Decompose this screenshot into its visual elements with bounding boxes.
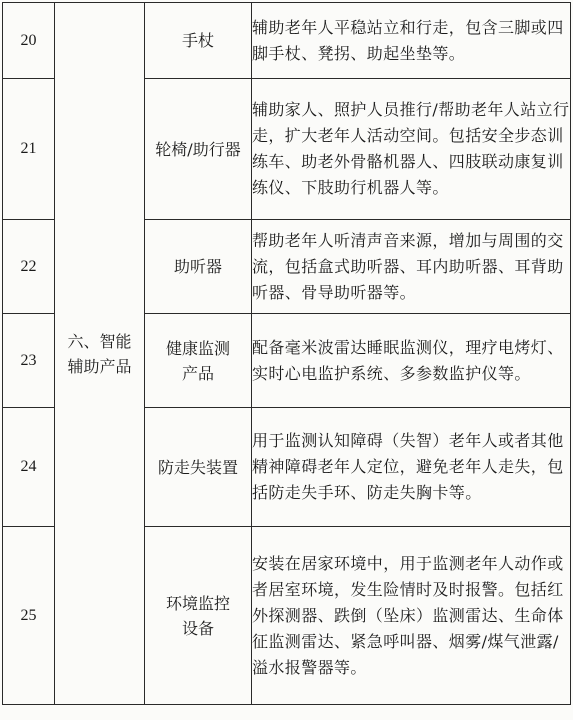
product-description: 配备毫米波雷达睡眠监测仪，理疗电烤灯、实时心电监护系统、多参数监护仪等。 <box>252 314 571 408</box>
product-name-line: 设备 <box>181 618 214 638</box>
category-line: 六、智能 <box>67 331 132 351</box>
product-name-line: 环境监控 <box>165 593 230 613</box>
product-table <box>2 2 571 705</box>
table-row <box>3 3 571 79</box>
category-line: 辅助产品 <box>67 356 132 376</box>
product-name-line: 助听器 <box>173 257 222 276</box>
row-number: 23 <box>3 314 55 408</box>
row-number: 22 <box>3 220 55 314</box>
product-name-line: 防走失装置 <box>157 457 238 477</box>
row-number: 24 <box>3 408 55 527</box>
product-name <box>145 527 252 705</box>
row-number: 21 <box>3 79 55 220</box>
product-description: 辅助老年人平稳站立和行走，包含三脚或四脚手杖、凳拐、助起坐垫等。 <box>252 3 571 79</box>
category-cell <box>55 3 145 705</box>
row-number: 20 <box>3 3 55 79</box>
product-name-line: 产品 <box>181 363 214 383</box>
product-name-line: 手杖 <box>181 31 214 50</box>
product-name <box>145 220 252 314</box>
product-description: 用于监测认知障碍（失智）老年人或者其他精神障碍老年人定位，避免老年人走失，包括防走失手环、防走失胸卡等。 <box>252 408 571 527</box>
product-description: 帮助老年人听清声音来源，增加与周围的交流，包括盒式助听器、耳内助听器、耳背助听器、骨导助听器等。 <box>252 220 571 314</box>
product-name <box>145 79 252 220</box>
product-description: 安装在居家环境中，用于监测老年人动作或者居室环境，发生险情时及时报警。包括红外探测器、跌倒（坠床）监测雷达、生命体征监测雷达、紧急呼叫器、烟雾/煤气泄露/溢水报警器等。 <box>252 527 571 705</box>
product-description: 辅助家人、照护人员推行/帮助老年人站立行走，扩大老年人活动空间。包括安全步态训练车、助老外骨骼机器人、四肢联动康复训练仪、下肢助行机器人等。 <box>252 79 571 220</box>
product-name-line: 健康监测 <box>165 338 230 358</box>
product-name-line: 轮椅/助行器 <box>155 139 241 159</box>
row-number: 25 <box>3 527 55 705</box>
product-name <box>145 3 252 79</box>
product-name <box>145 314 252 408</box>
product-name <box>145 408 252 527</box>
